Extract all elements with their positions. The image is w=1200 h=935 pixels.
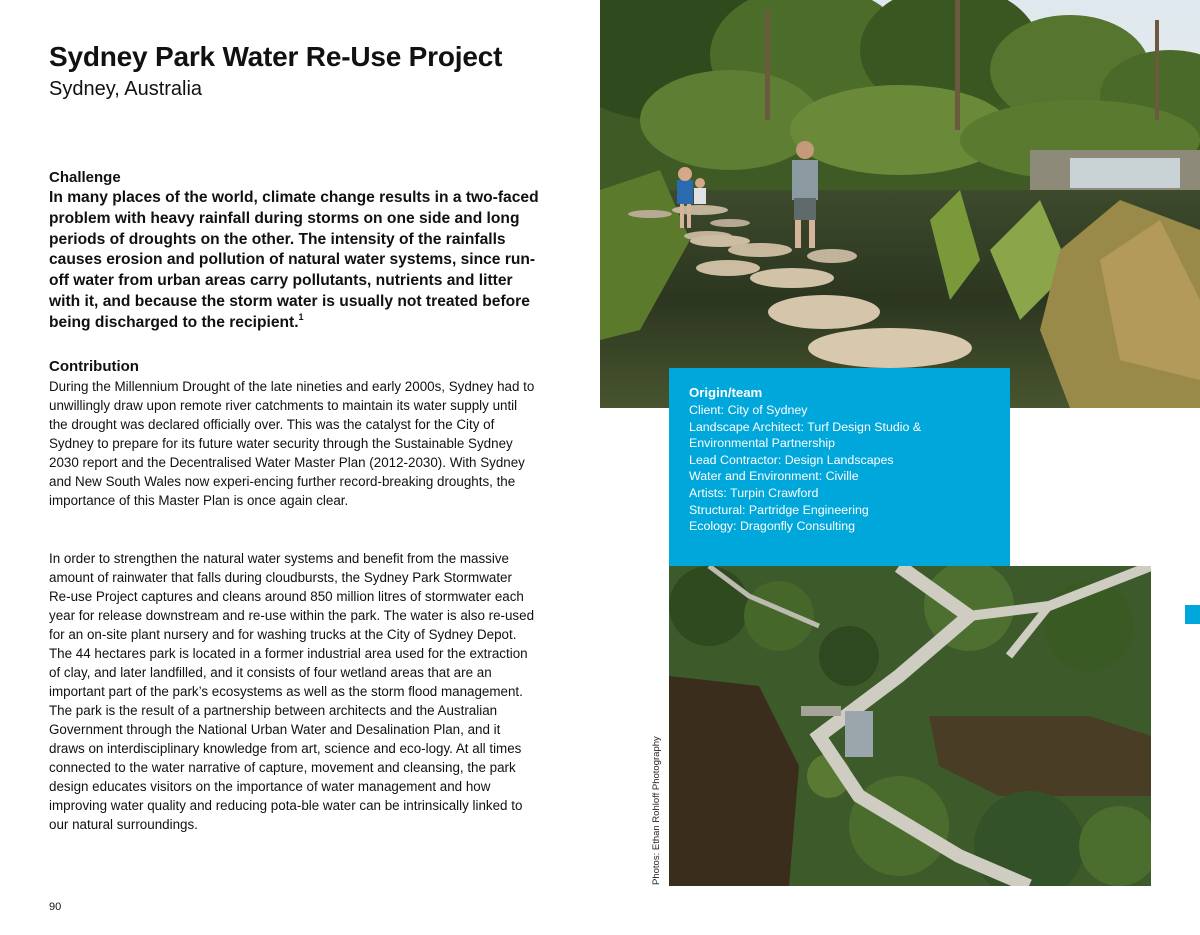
footnote-marker: 1 — [298, 311, 304, 322]
team-line-client: Client: City of Sydney — [689, 403, 808, 417]
challenge-body-text: In many places of the world, climate change results in a two-faced problem with heavy rainfall during storms on one side and long periods of droughts on the other. The intensity of the rainfalls causes erosion and pollution of natural water systems, since run-off water from urban areas carry pollutants, nutrients and litter with it, and because the storm water is usually not treated before being discharged to the recipient. — [49, 189, 539, 331]
aerial-park-photo — [669, 566, 1151, 886]
section-tab-marker — [1185, 605, 1200, 624]
team-line-artists: Artists: Turpin Crawford — [689, 485, 819, 500]
team-line-landscape-architect: Landscape Architect: Turf Design Studio & — [689, 419, 922, 434]
team-line-lead-contractor: Lead Contractor: Design Landscapes — [689, 452, 894, 467]
team-line-water-environment: Water and Environment: Civille — [689, 469, 859, 484]
challenge-text — [49, 188, 539, 334]
wetland-stepping-stones-photo — [600, 0, 1200, 408]
team-line-landscape-architect-cont: Environmental Partnership — [689, 436, 836, 451]
page-subtitle: Sydney, Australia — [49, 78, 203, 100]
contribution-paragraph-1: During the Millennium Drought of the late nineties and early 2000s, Sydney had to unwillingly draw upon remote river catchments to maintain its water supply until the drought was declared officially over. This was the catalyst for the City of Sydney to prepare for its future water security through the Sustainable Sydney 2030 report and the Decentralised Water Master Plan (2012-2030). With Sydney and New South Wales now experi-encing further record-breaking droughts, the importance of this Master Plan is once again clear. — [49, 379, 535, 508]
contribution-paragraph-2: In order to strengthen the natural water systems and benefit from the massive amount of rainwater that falls during cloudbursts, the Sydney Park Stormwater Re-use Project captures and cleans around 850 million litres of stormwater each year for release downstream and re-use within the park. The water is also re-used for an on-site plant nursery and for washing trucks at the City of Sydney Depot. The 44 hectares park is located in a former industrial area used for the extraction of clay, and later landfilled, and it consists of four wetland areas that are an important part of the park’s ecosystems as well as the storm flood management. The park is the result of a partnership between architects and the Australian Government through the National Urban Water and Desalination Plan, and it draws on interdisciplinary knowledge from art, science and eco-logy. At all times connected to the water narrative of capture, movement and cleansing, the park design educates visitors on the importance of water management and how improving water quality and reducing pota-ble water can be intrinsically linked to our natural surroundings. — [49, 551, 535, 832]
team-line-structural: Structural: Partridge Engineering — [689, 502, 869, 517]
contribution-heading: Contribution — [49, 358, 139, 375]
photo-credit: Photos: Ethan Rohloff Photography — [651, 736, 662, 885]
origin-team-title: Origin/team — [689, 385, 763, 400]
page-title: Sydney Park Water Re-Use Project — [49, 41, 503, 72]
team-line-ecology: Ecology: Dragonfly Consulting — [689, 519, 855, 534]
aerial-photo-illustration — [669, 566, 1151, 886]
page-number: 90 — [49, 901, 62, 913]
challenge-heading: Challenge — [49, 169, 121, 186]
origin-team-box — [669, 368, 1010, 587]
wetland-photo-illustration — [600, 0, 1200, 408]
